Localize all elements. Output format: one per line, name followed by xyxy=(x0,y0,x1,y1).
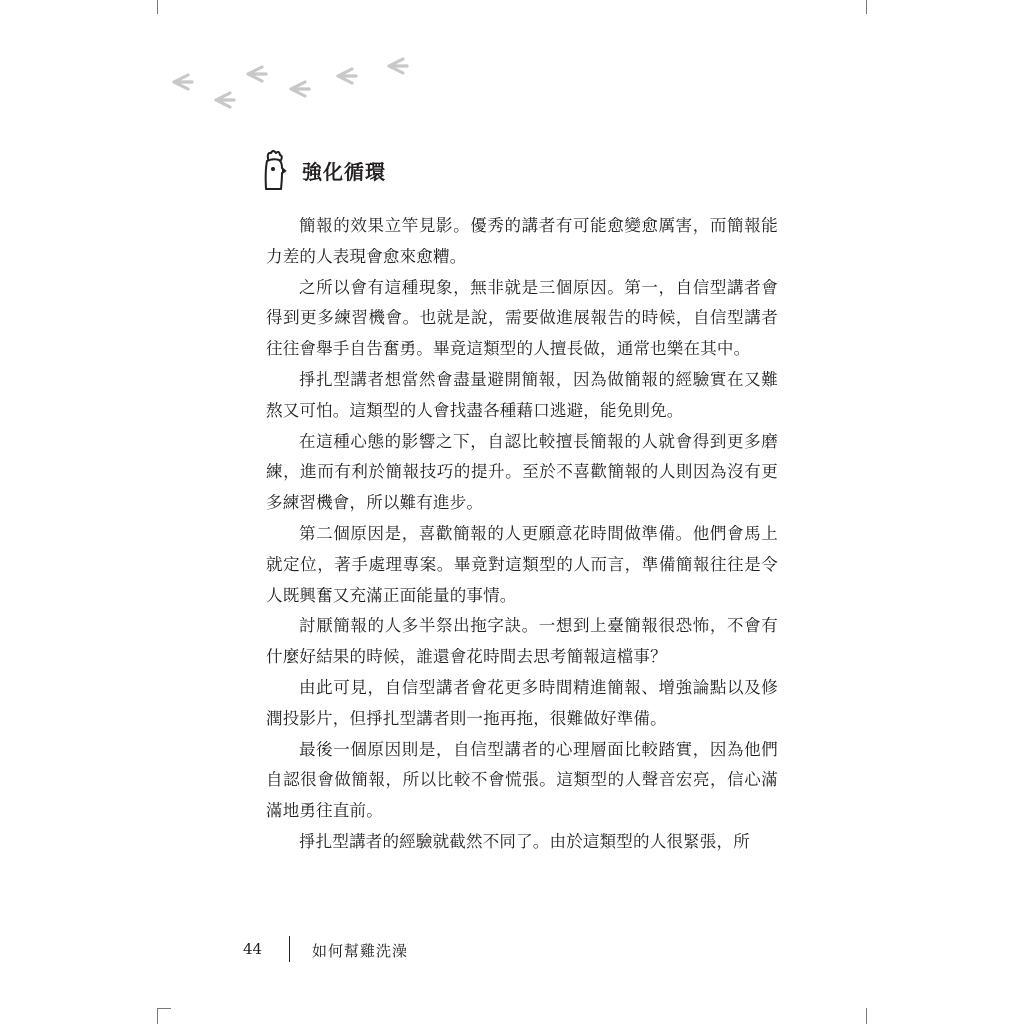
paragraph: 由此可見，自信型講者會花更多時間精進簡報、增強論點以及修潤投影片，但掙扎型講者則一拖再拖，很難做好準備。 xyxy=(266,677,778,728)
chicken-head-icon xyxy=(262,149,288,191)
paragraph: 掙扎型講者的經驗就截然不同了。由於這類型的人很緊張，所 xyxy=(299,831,750,851)
section-heading xyxy=(262,148,386,192)
bird-arrows-icon xyxy=(0,0,1024,140)
paragraph: 在這種心態的影響之下，自認比較擅長簡報的人就會得到更多磨練，進而有利於簡報技巧的提升。至於不喜歡簡報的人則因為沒有更多練習機會，所以難有進步。 xyxy=(266,431,778,513)
body-text xyxy=(266,211,778,858)
paragraph: 掙扎型講者想當然會盡量避開簡報，因為做簡報的經驗實在又難熬又可怕。這類型的人會找盡各種藉口逃避，能免則免。 xyxy=(266,369,778,420)
section-title: 強化循環 xyxy=(302,159,386,184)
paragraph: 最後一個原因則是，自信型講者的心理層面比較踏實，因為他們自認很會做簡報，所以比較不會慌張。這類型的人聲音宏亮，信心滿滿地勇往直前。 xyxy=(266,739,778,821)
paragraph: 討厭簡報的人多半祭出拖字訣。一想到上臺簡報很恐怖，不會有什麼好結果的時候，誰還會花時間去思考簡報這檔事？ xyxy=(266,616,778,667)
crop-mark-bottom-right xyxy=(866,1008,867,1024)
page-footer xyxy=(0,936,1024,966)
crop-mark-bottom-left xyxy=(157,1008,158,1024)
book-title: 如何幫雞洗澡 xyxy=(312,942,409,960)
footer-divider xyxy=(289,936,290,962)
crop-mark-bottom-left-h xyxy=(157,1008,171,1009)
paragraph: 簡報的效果立竿見影。優秀的講者有可能愈變愈厲害，而簡報能力差的人表現會愈來愈糟。 xyxy=(266,216,778,266)
page-number: 44 xyxy=(243,940,263,958)
paragraph: 第二個原因是，喜歡簡報的人更願意花時間做準備。他們會馬上就定位，著手處理專案。畢竟對這類型的人而言，準備簡報往往是令人既興奮又充滿正面能量的事情。 xyxy=(266,523,778,605)
paragraph: 之所以會有這種現象，無非就是三個原因。第一，自信型講者會得到更多練習機會。也就是說，需要做進展報告的時候，自信型講者往往會舉手自告奮勇。畢竟這類型的人擅長做，通常也樂在其中。 xyxy=(266,277,778,359)
